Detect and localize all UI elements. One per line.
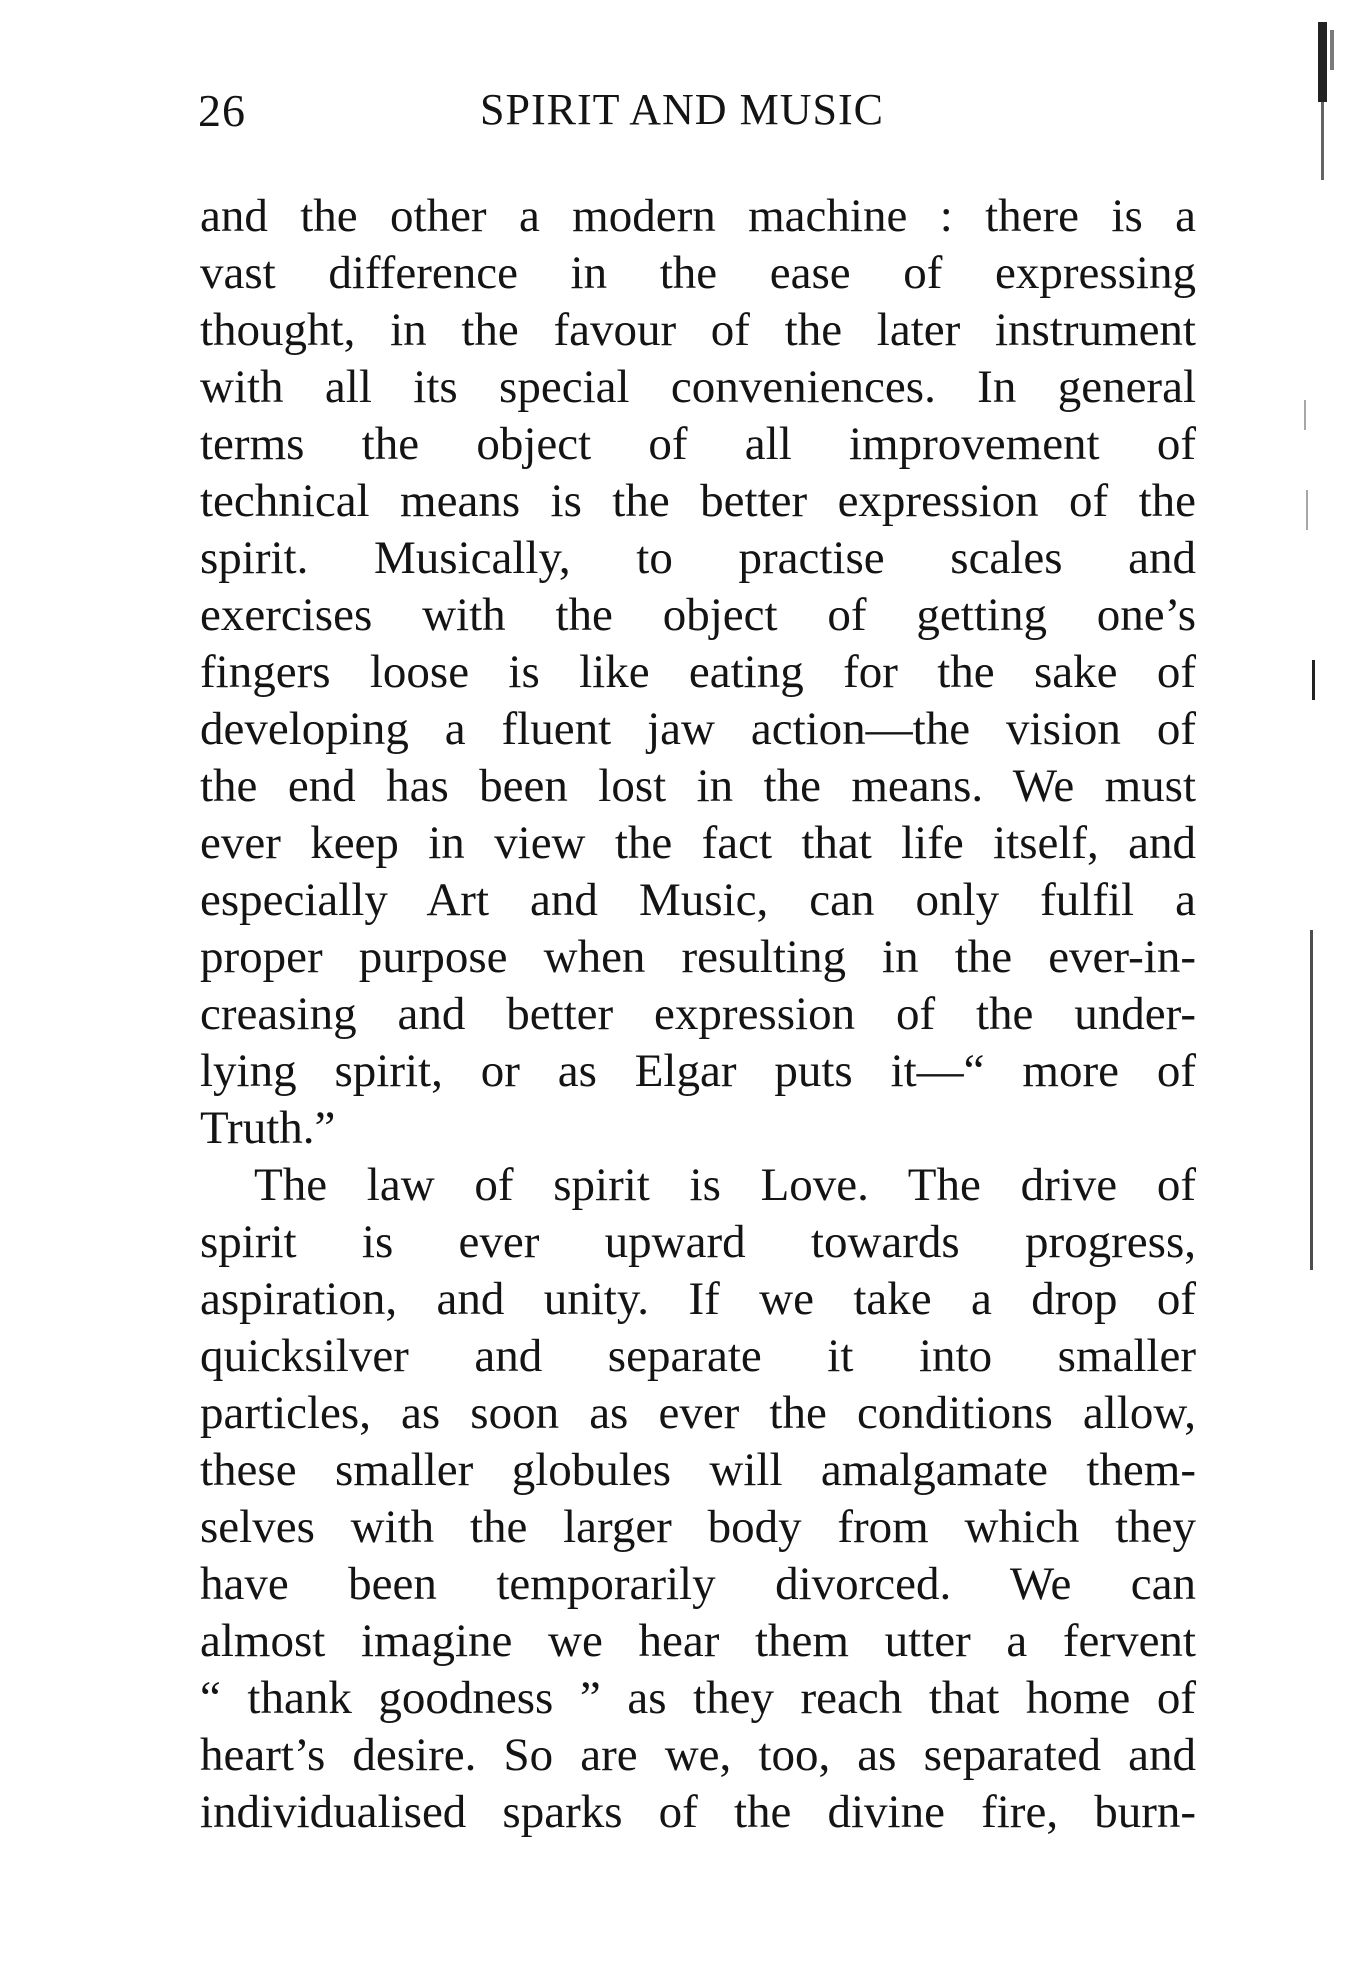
running-title: SPIRIT AND MUSIC [480,85,884,134]
text-line: spirit is ever upward towards progress, [200,1216,1196,1268]
text-line: thought, in the favour of the later instrument [200,304,1196,356]
text-line: aspiration, and unity. If we take a drop of [200,1273,1196,1325]
text-line: The law of spirit is Love. The drive of [254,1159,1196,1211]
text-line: individualised sparks of the divine fire, burn- [200,1786,1196,1838]
page-edge-mark [1304,400,1306,430]
text-line: quicksilver and separate it into smaller [200,1330,1196,1382]
text-line: and the other a modern machine : there is a [200,190,1196,242]
text-line: terms the object of all improvement of [200,418,1196,470]
text-line: developing a fluent jaw action—the vision of [200,703,1196,755]
text-line: Truth.” [200,1102,336,1154]
text-line: heart’s desire. So are we, too, as separated and [200,1729,1196,1781]
text-line: ever keep in view the fact that life itself, and [200,817,1196,869]
text-line: these smaller globules will amalgamate them- [200,1444,1196,1496]
running-header [198,84,1198,144]
page-edge-mark [1306,490,1308,530]
text-line: vast difference in the ease of expressing [200,247,1196,299]
text-line: lying spirit, or as Elgar puts it—“ more of [200,1045,1196,1097]
body-text [200,188,1196,1841]
page-edge-mark [1310,930,1313,1270]
text-line: “ thank goodness ” as they reach that home of [200,1672,1196,1724]
text-line: selves with the larger body from which they [200,1501,1196,1553]
text-line: have been temporarily divorced. We can [200,1558,1196,1610]
text-line: the end has been lost in the means. We must [200,760,1196,812]
text-line: almost imagine we hear them utter a fervent [200,1615,1196,1667]
page-edge-mark [1318,22,1327,102]
paragraph-2 [200,1157,1196,1841]
page-edge-mark [1312,660,1315,700]
text-line: technical means is the better expression of the [200,475,1196,527]
text-line: proper purpose when resulting in the ever-in- [200,931,1196,983]
text-line: exercises with the object of getting one’s [200,589,1196,641]
page-edge-mark [1321,100,1324,180]
text-line: creasing and better expression of the under- [200,988,1196,1040]
text-line: spirit. Musically, to practise scales and [200,532,1196,584]
page-edge-mark [1330,30,1334,70]
paragraph-1 [200,188,1196,1157]
text-line: fingers loose is like eating for the sake of [200,646,1196,698]
text-line: particles, as soon as ever the conditions allow, [200,1387,1196,1439]
text-line: especially Art and Music, can only fulfil a [200,874,1196,926]
text-line: with all its special conveniences. In general [200,361,1196,413]
page-number: 26 [198,85,246,136]
